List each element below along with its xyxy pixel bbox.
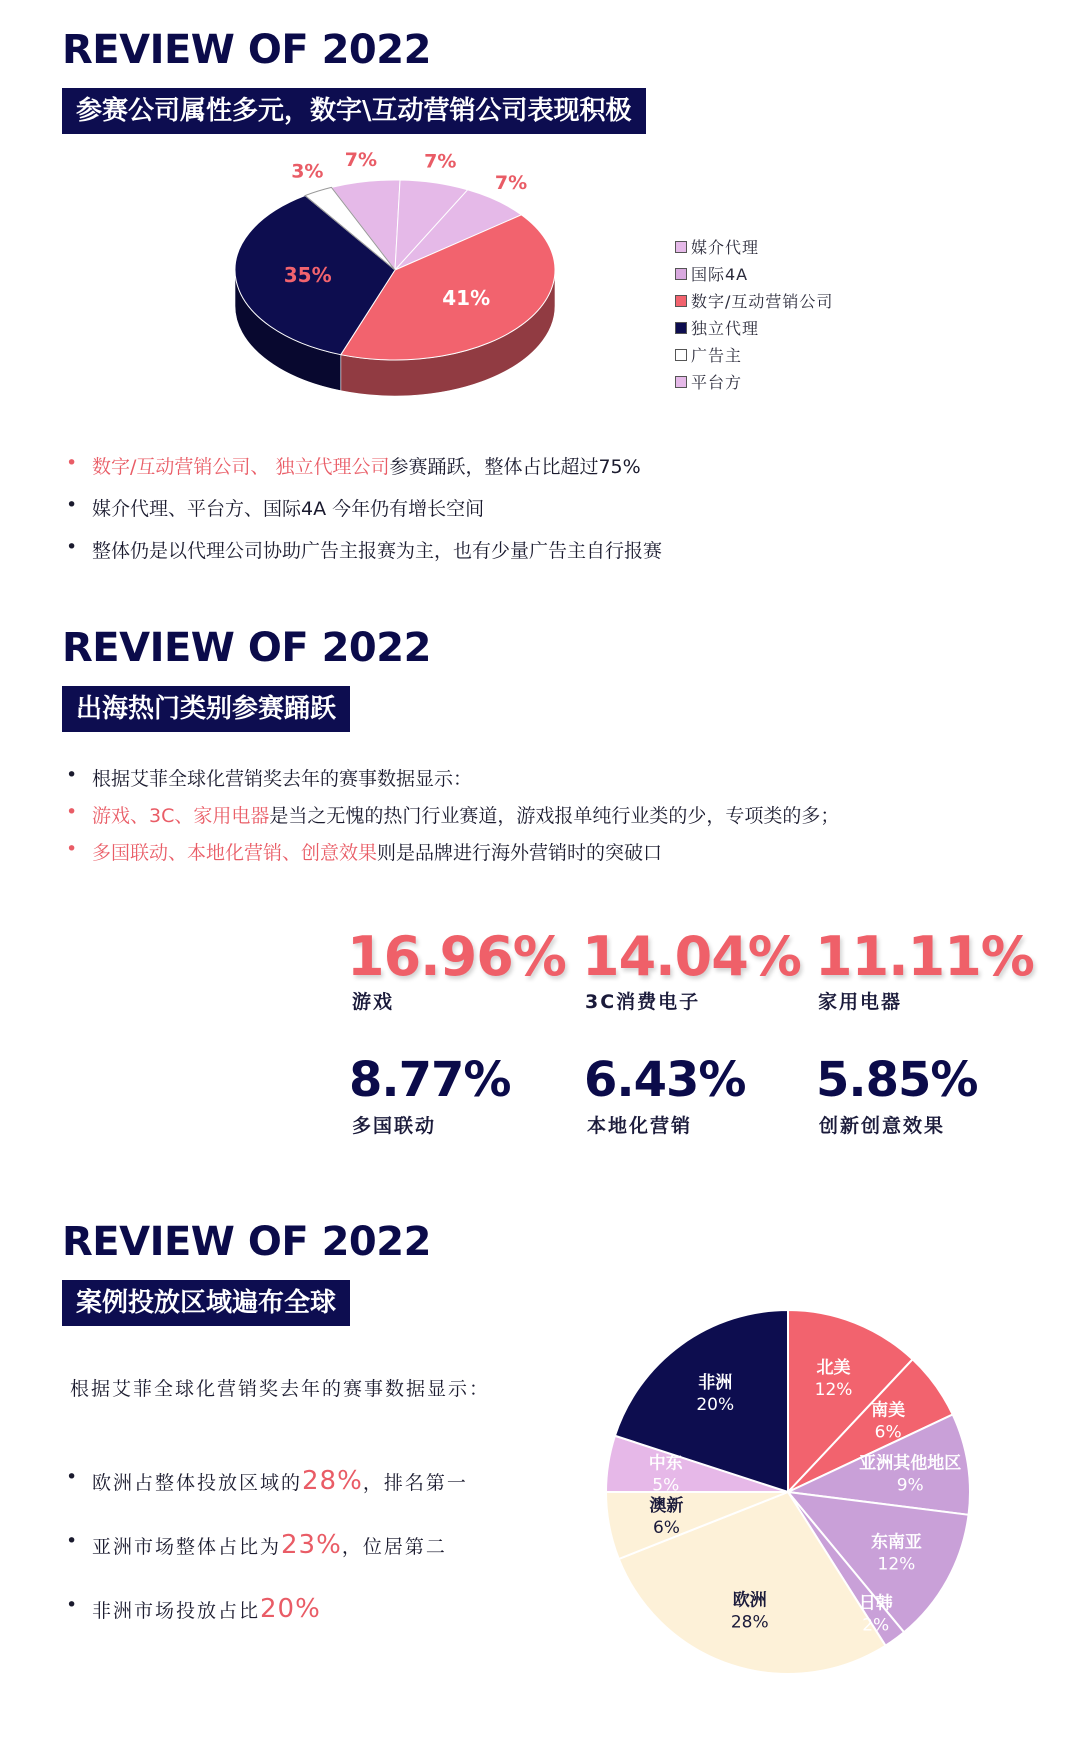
bullet-item <box>62 494 662 536</box>
legend-item <box>675 315 833 342</box>
bullet-item <box>62 1594 468 1658</box>
bullet-text: ，排名第一 <box>362 1472 468 1494</box>
region-slice-value: 9% <box>896 1475 924 1496</box>
company-type-legend <box>675 234 833 396</box>
bullet-text: 是当之无愧的热门行业赛道，游戏报单纯行业类的少，专项类的多； <box>269 805 840 827</box>
section1-bullet-list <box>62 452 662 578</box>
region-slice-name: 亚洲其他地区 <box>859 1453 962 1474</box>
bullet-highlight: 多国联动、本地化营销、创意效果 <box>92 842 378 864</box>
legend-label: 平台方 <box>691 373 743 392</box>
legend-swatch <box>675 295 687 307</box>
legend-swatch <box>675 268 687 280</box>
section3-review-title: REVIEW OF 2022 <box>62 1219 431 1265</box>
region-slice-name: 澳新 <box>649 1496 684 1517</box>
legend-swatch <box>675 376 687 388</box>
stat-label-appliances: 家用电器 <box>818 991 903 1013</box>
region-slice-name: 中东 <box>648 1453 683 1474</box>
region-slice-value: 5% <box>652 1475 680 1496</box>
bullet-text: 则是品牌进行海外营销时的突破口 <box>377 842 663 864</box>
bullet-percent: 20% <box>260 1594 321 1624</box>
stat-value-creative: 5.85% <box>816 1052 978 1108</box>
legend-item <box>675 369 833 396</box>
legend-swatch <box>675 241 687 253</box>
bullet-item <box>62 536 662 578</box>
region-slice-name: 东南亚 <box>870 1532 922 1553</box>
stat-label-3c: 3C消费电子 <box>585 991 701 1013</box>
region-slice-value: 6% <box>652 1518 680 1539</box>
pie3d-slice-label: 41% <box>442 286 491 311</box>
bullet-text: 媒介代理、平台方、国际4A 今年仍有增长空间 <box>92 498 485 520</box>
region-slice-name: 欧洲 <box>732 1590 767 1611</box>
legend-swatch <box>675 322 687 334</box>
region-slice-name: 南美 <box>871 1400 906 1421</box>
bullet-text: 整体仍是以代理公司协助广告主报赛为主，也有少量广告主自行报赛 <box>92 540 663 562</box>
stat-label-games: 游戏 <box>352 991 395 1013</box>
bullet-item <box>62 1530 468 1594</box>
bullet-highlight: 数字/互动营销公司、 独立代理公司 <box>92 456 390 478</box>
bullet-text: 非洲市场投放占比 <box>92 1600 261 1622</box>
stat-value-localization: 6.43% <box>584 1052 746 1108</box>
section2-subtitle: 出海热门类别参赛踊跃 <box>62 686 350 732</box>
bullet-text: 参赛踊跃，整体占比超过75% <box>389 456 641 478</box>
region-slice-name: 日韩 <box>858 1593 893 1614</box>
bullet-item <box>62 452 662 494</box>
bullet-text: 根据艾菲全球化营销奖去年的赛事数据显示： <box>92 768 473 790</box>
pie3d-slice-label: 35% <box>283 263 332 288</box>
bullet-item <box>62 838 839 875</box>
stat-label-localization: 本地化营销 <box>587 1115 693 1137</box>
pie3d-slice-label: 7% <box>424 150 457 173</box>
pie3d-slice-label: 7% <box>494 172 528 195</box>
pie3d-slice-label: 7% <box>344 148 378 171</box>
region-slice-value: 28% <box>730 1612 769 1633</box>
legend-label: 媒介代理 <box>691 238 760 257</box>
legend-item <box>675 288 833 315</box>
section1-review-title: REVIEW OF 2022 <box>62 27 431 73</box>
region-slice-value: 12% <box>877 1554 916 1575</box>
bullet-percent: 23% <box>281 1530 342 1560</box>
region-slice-value: 6% <box>874 1422 902 1443</box>
section2-bullet-list <box>62 764 839 875</box>
company-type-3d-pie-chart <box>230 148 650 430</box>
stat-value-multi-country: 8.77% <box>349 1052 511 1108</box>
region-pie-chart <box>598 1302 978 1682</box>
section3-subtitle: 案例投放区域遍布全球 <box>62 1280 350 1326</box>
bullet-text: 欧洲占整体投放区域的 <box>92 1472 303 1494</box>
stat-value-3c: 14.04% <box>582 925 801 988</box>
region-slice-value: 20% <box>696 1394 735 1415</box>
legend-item <box>675 261 833 288</box>
legend-swatch <box>675 349 687 361</box>
stat-value-appliances: 11.11% <box>815 925 1034 988</box>
legend-item <box>675 234 833 261</box>
legend-label: 数字/互动营销公司 <box>691 292 834 311</box>
section1-subtitle: 参赛公司属性多元，数字\互动营销公司表现积极 <box>62 88 646 134</box>
bullet-percent: 28% <box>302 1466 363 1496</box>
pie3d-slice-label: 3% <box>291 160 324 183</box>
region-slice-value: 2% <box>862 1615 890 1636</box>
legend-item <box>675 342 833 369</box>
legend-label: 国际4A <box>691 265 749 284</box>
bullet-item <box>62 1466 468 1530</box>
section3-bullet-list <box>62 1466 468 1658</box>
section2-review-title: REVIEW OF 2022 <box>62 625 431 671</box>
region-slice-name: 北美 <box>816 1357 851 1378</box>
stat-label-creative: 创新创意效果 <box>819 1115 946 1137</box>
legend-label: 独立代理 <box>691 319 760 338</box>
region-slice-name: 非洲 <box>698 1372 733 1393</box>
bullet-text: ，位居第二 <box>341 1536 447 1558</box>
bullet-text: 亚洲市场整体占比为 <box>92 1536 282 1558</box>
bullet-item <box>62 764 839 801</box>
bullet-highlight: 游戏、3C、家用电器 <box>92 805 270 827</box>
bullet-item <box>62 801 839 838</box>
section3-intro: 根据艾菲全球化营销奖去年的赛事数据显示： <box>70 1378 491 1400</box>
stat-value-games: 16.96% <box>347 925 566 988</box>
stat-label-multi-country: 多国联动 <box>352 1115 437 1137</box>
region-slice-value: 12% <box>814 1379 853 1400</box>
legend-label: 广告主 <box>691 346 743 365</box>
